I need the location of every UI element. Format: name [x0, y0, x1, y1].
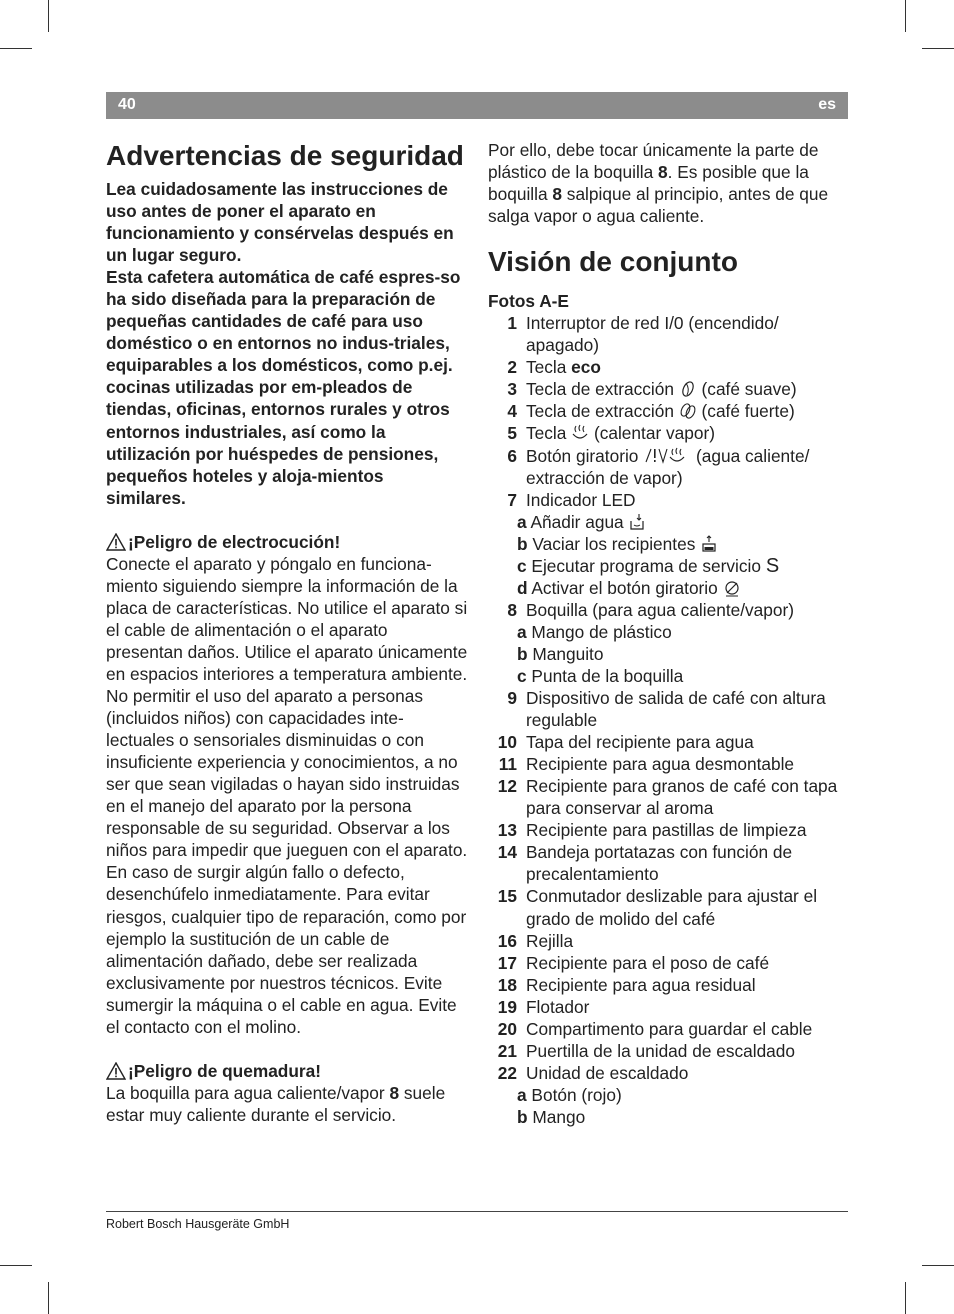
empty-containers-icon	[700, 535, 718, 553]
language-code: es	[818, 96, 836, 113]
list-item: 6 Botón giratorio (agua caliente/ extracción de vapor)	[507, 445, 810, 488]
sub-item: a Botón (rojo)	[517, 1084, 622, 1105]
intro-bold-2: Esta cafetera automática de café espres-so ha sido diseñada para la preparación de pequeñas cantidades de café para uso doméstico o en entornos no indus-triales, equiparables a los domésticos, como p.ej. cocinas utilizadas por em-pleados de tiendas, oficinas, entornos rurales y otros entornos industriales, así como la utilización por huéspedes de pensiones, pequeños hoteles y aloja-mientos similares.	[106, 267, 461, 508]
list-item: 13 Recipiente para pastillas de limpieza	[497, 820, 807, 841]
crop-mark	[922, 48, 954, 49]
list-item: 7 Indicador LED	[507, 489, 636, 510]
list-item: 10 Tapa del recipiente para agua	[497, 732, 754, 753]
list-item: 20 Compartimento para guardar el cable	[497, 1018, 813, 1039]
left-column	[106, 139, 468, 1126]
warning-burn-title: ¡Peligro de quemadura!	[128, 1060, 322, 1081]
list-item: 16 Rejilla	[497, 930, 574, 951]
list-item: 3 Tecla de extracción (café suave)	[507, 379, 797, 400]
steam-icon	[571, 424, 589, 442]
warning-electric-title: ¡Peligro de electrocución!	[128, 531, 341, 552]
crop-mark	[48, 1282, 49, 1314]
sub-item: b Vaciar los recipientes	[488, 533, 850, 555]
list-item: 18 Recipiente para agua residual	[497, 974, 756, 995]
warning-electric-p3: En caso de surgir algún fallo o defecto, desenchúfelo inmediatamente. Para evitar riesgos, cualquier tipo de reparación, como por ejemplo la sustitución de un cable de alimentación dañado, debe ser realizada exclusivamente por nuestros técnicos. Evite sumergir la máquina o el cable en agua. Evite el contacto con el molino.	[106, 862, 467, 1037]
list-item: 4 Tecla de extracción (café fuerte)	[507, 401, 795, 422]
sub-item: a Mango de plástico	[517, 621, 672, 642]
list-item: 19 Flotador	[497, 996, 590, 1017]
hotwater-steam-icon	[643, 447, 691, 465]
intro-bold-1: Lea cuidadosamente las instrucciones de uso antes de poner el aparato en funcionamiento y consérvelas después en un lugar seguro.	[106, 179, 454, 266]
crop-mark	[922, 1265, 954, 1266]
list-item: 1 Interruptor de red I/0 (encendido/ apagado)	[507, 313, 779, 356]
list-item: 9 Dispositivo de salida de café con altura regulable	[507, 688, 826, 731]
footer-company: Robert Bosch Hausgeräte GmbH	[106, 1217, 290, 1231]
crop-mark	[0, 1265, 32, 1266]
sub-item: b Mango	[517, 1106, 586, 1127]
photos-label: Fotos A-E	[488, 291, 569, 312]
burn-warning-continuation: Por ello, debe tocar únicamente la parte de plástico de la boquilla 8. Es posible que la boquilla 8 salpique al principio, antes de que salga vapor o agua caliente.	[488, 140, 829, 227]
section-title-overview: Visión de conjunto	[488, 246, 738, 278]
warning-triangle-icon	[106, 1062, 126, 1080]
rotary-knob-icon	[723, 579, 741, 597]
warning-triangle-icon	[106, 533, 126, 551]
list-item: 17 Recipiente para el poso de café	[497, 952, 770, 973]
list-item: 2 Tecla eco	[507, 357, 601, 378]
list-item: 8 Boquilla (para agua caliente/vapor)	[507, 599, 795, 620]
list-item: 15 Conmutador deslizable para ajustar el grado de molido del café	[497, 886, 818, 929]
crop-mark	[0, 48, 32, 49]
sub-item: a Añadir agua	[488, 511, 850, 533]
warning-electric-p2: No permitir el uso del aparato a personas (incluidos niños) con capacidades inte-lectuales o sensoriales disminuidas o con insuficiente experiencia y conocimientos, a no ser que sean vigiladas o hayan sido instruidas en el manejo del aparato por la persona responsable de su seguridad. Observar a los niños para impedir que jueguen con el aparato.	[106, 686, 468, 861]
service-symbol: S	[765, 554, 780, 577]
list-item: 21 Puertilla de la unidad de escaldado	[497, 1040, 796, 1061]
list-item: 12 Recipiente para granos de café con tapa para conservar al aroma	[497, 776, 838, 819]
right-column	[488, 139, 850, 1128]
list-item: 22 Unidad de escaldado	[497, 1062, 689, 1083]
warning-burn-heading	[106, 1060, 468, 1082]
sub-item: b Manguito	[517, 643, 604, 664]
list-item: 11 Recipiente para agua desmontable	[498, 754, 795, 775]
page-header	[106, 92, 848, 119]
crop-mark	[905, 1282, 906, 1314]
bean-two-icon	[679, 402, 697, 420]
crop-mark	[48, 0, 49, 32]
page-number: 40	[118, 96, 136, 113]
crop-mark	[905, 0, 906, 32]
footer-divider	[106, 1211, 848, 1212]
list-item: 14 Bandeja portatazas con función de precalentamiento	[497, 842, 793, 885]
sub-item: c Punta de la boquilla	[517, 665, 684, 686]
add-water-icon	[628, 513, 646, 531]
bean-one-icon	[679, 380, 697, 398]
sub-item: d Activar el botón giratorio	[488, 577, 850, 599]
list-item: 5 Tecla (calentar vapor)	[507, 423, 715, 444]
warning-electric-heading	[106, 531, 468, 553]
sub-item: c Ejecutar programa de servicio S	[517, 554, 780, 577]
warning-burn-p1: La boquilla para agua caliente/vapor 8 suele estar muy caliente durante el servicio.	[106, 1082, 446, 1125]
section-title-safety: Advertencias de seguridad	[106, 140, 464, 171]
warning-electric-p1: Conecte el aparato y póngalo en funciona-miento siguiendo siempre la información de la placa de características. No utilice el aparato si el cable de alimentación o el aparato presentan daños. Utilice el aparato únicamente en espacios interiores a temperatura ambiente.	[106, 553, 468, 684]
